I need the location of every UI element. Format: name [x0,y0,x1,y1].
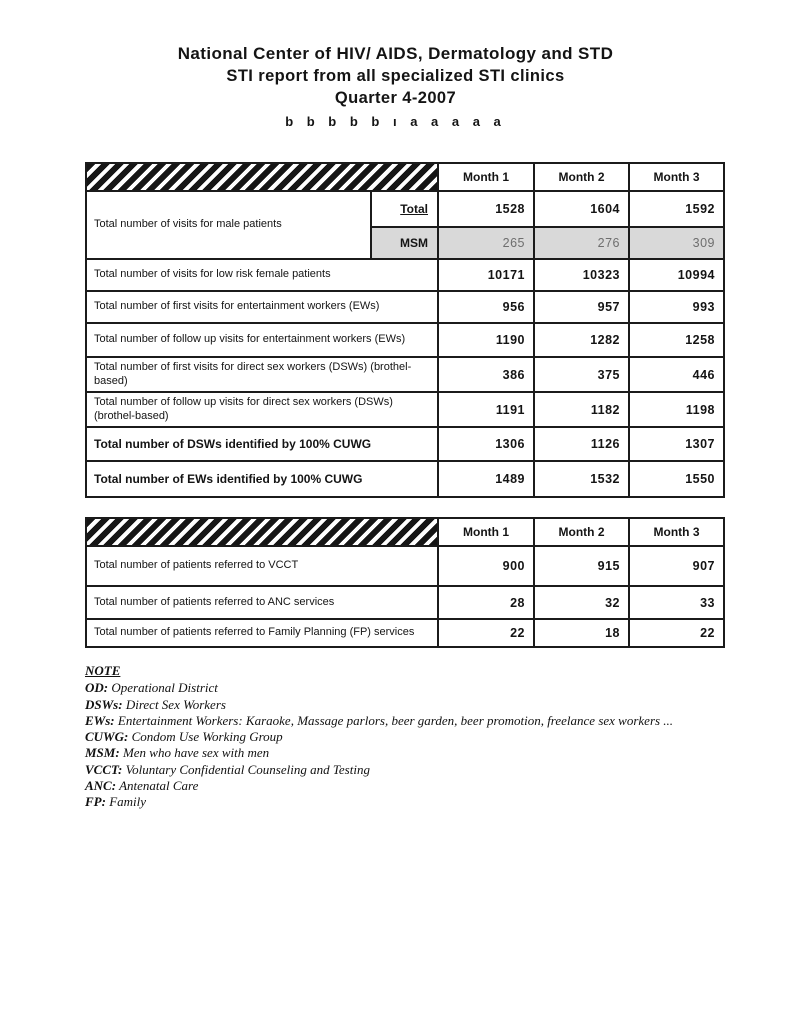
referrals-month2-header: Month 2 [534,518,629,546]
value-cell: 907 [629,546,724,586]
value-cell: 1258 [629,323,724,357]
note-term: FP: [85,794,106,810]
row-label-cell: Total number of patients referred to ANC services [86,586,438,619]
value-cell: 18 [534,619,629,647]
value-cell: 22 [438,619,534,647]
report-title-line4-khmer-fallback: b b b b b ı a a a a a [285,114,506,129]
table-row [86,357,724,392]
value-cell: 1190 [438,323,534,357]
note-definition: Operational District [111,680,218,696]
note-definition: Direct Sex Workers [125,696,226,712]
notes-section [85,663,705,811]
note-item [85,713,705,729]
hatched-header-cell [86,518,438,546]
value-cell: 446 [629,357,724,392]
value-cell: 1126 [534,427,629,461]
table-row-bold [86,427,724,461]
note-term: OD: [85,680,109,696]
note-item [85,680,705,696]
note-item [85,794,705,810]
value-cell: 1550 [629,461,724,497]
note-definition: Antenatal Care [119,778,199,794]
hatched-header-cell [86,163,438,191]
note-term: EWs: [85,712,115,728]
value-cell: 22 [629,619,724,647]
value-cell: 33 [629,586,724,619]
value-cell: 1282 [534,323,629,357]
msm-month2-value: 276 [534,227,629,259]
note-term: MSM: [85,745,120,761]
value-cell: 10171 [438,259,534,291]
table-row [86,392,724,427]
msm-month1-value: 265 [438,227,534,259]
male-total-month1-value: 1528 [438,191,534,227]
report-title-line1: National Center of HIV/ AIDS, Dermatology and STD [177,44,614,63]
value-cell: 28 [438,586,534,619]
visits-month2-header: Month 2 [534,163,629,191]
male-total-month3-value: 1592 [629,191,724,227]
row-label-cell: Total number of DSWs identified by 100% CUWG [86,427,438,461]
table-row [86,259,724,291]
visits-table [85,162,725,498]
value-cell: 10994 [629,259,724,291]
row-label-cell: Total number of follow up visits for entertainment workers (EWs) [86,323,438,357]
male-total-month2-value: 1604 [534,191,629,227]
note-item [85,729,705,745]
table-row [86,291,724,323]
table-row [86,586,724,619]
msm-sublabel-cell: MSM [371,227,438,259]
note-definition: Condom Use Working Group [131,729,283,745]
note-term: ANC: [85,778,117,794]
value-cell: 1532 [534,461,629,497]
note-item [85,697,705,713]
report-title-line2: STI report from all specialized STI clinics [226,67,565,85]
value-cell: 1306 [438,427,534,461]
row-label-cell: Total number of patients referred to Family Planning (FP) services [86,619,438,647]
referrals-month1-header: Month 1 [438,518,534,546]
value-cell: 957 [534,291,629,323]
note-item [85,778,705,794]
note-term: CUWG: [85,729,129,745]
value-cell: 10323 [534,259,629,291]
male-visits-total-sublabel-cell [371,191,438,227]
row-label-cell: Total number of visits for low risk female patients [86,259,438,291]
row-label-cell: Total number of EWs identified by 100% CUWG [86,461,438,497]
value-cell: 900 [438,546,534,586]
visits-month3-header: Month 3 [629,163,724,191]
note-term: VCCT: [85,761,123,777]
table-row [86,546,724,586]
note-item [85,745,705,761]
note-definition: Entertainment Workers: Karaoke, Massage parlors, beer garden, beer promotion, freelance sex workers ... [117,712,674,728]
report-title-line3: Quarter 4-2007 [334,89,457,107]
row-label-cell: Total number of first visits for direct sex workers (DSWs) (brothel-based) [86,357,438,392]
note-definition: Family [109,794,147,810]
referrals-table-header-row [86,518,724,546]
value-cell: 1182 [534,392,629,427]
value-cell: 1489 [438,461,534,497]
visits-month1-header: Month 1 [438,163,534,191]
note-item [85,762,705,778]
value-cell: 386 [438,357,534,392]
referrals-month3-header: Month 3 [629,518,724,546]
value-cell: 1191 [438,392,534,427]
row-label-cell: Total number of follow up visits for direct sex workers (DSWs) (brothel-based) [86,392,438,427]
note-term: DSWs: [85,696,123,712]
value-cell: 375 [534,357,629,392]
total-sublabel: Total [400,202,428,216]
visits-table-header-row [86,163,724,191]
msm-month3-value: 309 [629,227,724,259]
note-definition: Voluntary Confidential Counseling and Testing [125,761,370,777]
table-row [86,323,724,357]
report-title-block [0,42,791,129]
table-row [86,619,724,647]
value-cell: 1307 [629,427,724,461]
row-label-cell: Total number of patients referred to VCCT [86,546,438,586]
table-row-bold [86,461,724,497]
notes-heading: NOTE [85,663,121,678]
referrals-table [85,517,725,648]
value-cell: 32 [534,586,629,619]
row-label-cell: Total number of first visits for entertainment workers (EWs) [86,291,438,323]
value-cell: 993 [629,291,724,323]
male-visits-total-row [86,191,724,227]
value-cell: 915 [534,546,629,586]
value-cell: 1198 [629,392,724,427]
value-cell: 956 [438,291,534,323]
male-visits-label-cell: Total number of visits for male patients [86,191,371,259]
note-definition: Men who have sex with men [122,745,270,761]
